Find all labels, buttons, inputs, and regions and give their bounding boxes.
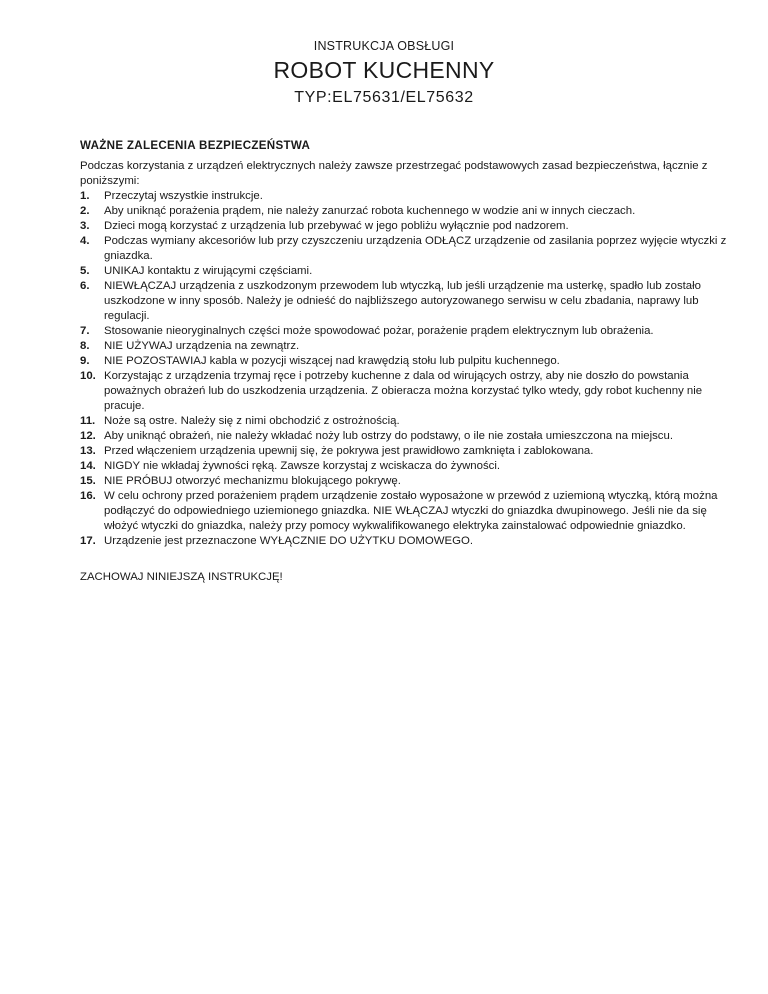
list-item xyxy=(80,414,740,429)
list-item xyxy=(80,354,740,369)
list-item-text: Stosowanie nieoryginalnych części może spowodować pożar, porażenie prądem elektrycznym lub obrażenia. xyxy=(104,325,654,337)
list-item-text: NIGDY nie wkładaj żywności ręką. Zawsze korzystaj z wciskacza do żywności. xyxy=(104,460,501,472)
list-item-text: Korzystając z urządzenia trzymaj ręce i potrzeby kuchenne z dala od wirujących ostrzy, aby nie doszło do powstania poważnych obrażeń lub do uszkodzenia urządzenia. Z obieracza można korzystać tylko wtedy, gdy robot kuchenny nie pracuje. xyxy=(104,370,703,412)
list-item-text: Podczas wymiany akcesoriów lub przy czyszczeniu urządzenia ODŁĄCZ urządzenie od zasilania poprzez wyjęcie wtyczki z gniazdka. xyxy=(104,235,727,262)
list-item xyxy=(80,264,740,279)
section-title: WAŻNE ZALECENIA BEZPIECZEŃSTWA xyxy=(80,139,311,152)
list-item-number: 13. xyxy=(80,445,96,457)
list-item-number: 2. xyxy=(80,205,90,217)
list-item-text: NIE POZOSTAWIAJ kabla w pozycji wiszącej nad krawędzią stołu lub pulpitu kuchennego. xyxy=(104,355,560,367)
list-item-number: 11. xyxy=(80,415,96,427)
list-item-number: 10. xyxy=(80,370,96,382)
list-item xyxy=(80,279,740,324)
list-item xyxy=(80,534,740,549)
closing-note: ZACHOWAJ NINIEJSZĄ INSTRUKCJĘ! xyxy=(80,571,283,583)
list-item-text: UNIKAJ kontaktu z wirującymi częściami. xyxy=(104,265,313,277)
list-item xyxy=(80,474,740,489)
list-item-number: 3. xyxy=(80,220,90,232)
list-item-number: 1. xyxy=(80,190,90,202)
safety-section xyxy=(80,138,740,585)
list-item-number: 17. xyxy=(80,535,96,547)
list-item xyxy=(80,369,740,414)
list-item-number: 15. xyxy=(80,475,96,487)
list-item-text: W celu ochrony przed porażeniem prądem urządzenie zostało wyposażone w przewód z uziemioną wtyczką, którą można podłączyć do odpowiedniego uziemionego gniazdka. NIE WŁĄCZAJ wtyczki do gniazdka dwupinowego. Jeśli nie da się włożyć wtyczki do gniazdka, należy przy pomocy wykwalifikowanego elektryka zainstalować odpowiednie gniazdko. xyxy=(104,490,718,532)
list-item-number: 12. xyxy=(80,430,96,442)
list-item-number: 4. xyxy=(80,235,90,247)
list-item-text: Dzieci mogą korzystać z urządzenia lub przebywać w jego pobliżu wyłącznie pod nadzorem. xyxy=(104,220,569,232)
safety-list xyxy=(80,189,740,549)
list-item xyxy=(80,204,740,219)
list-item xyxy=(80,459,740,474)
list-item-text: Przed włączeniem urządzenia upewnij się, że pokrywa jest prawidłowo zamknięta i zablokowana. xyxy=(104,445,594,457)
list-item-text: NIE PRÓBUJ otworzyć mechanizmu blokującego pokrywę. xyxy=(104,475,401,487)
list-item-number: 9. xyxy=(80,355,90,367)
model-type: TYP:EL75631/EL75632 xyxy=(294,89,474,106)
list-item xyxy=(80,339,740,354)
list-item-text: NIE UŻYWAJ urządzenia na zewnątrz. xyxy=(104,340,300,352)
list-item-text: Aby uniknąć obrażeń, nie należy wkładać noży lub ostrzy do podstawy, o ile nie została umieszczona na miejscu. xyxy=(104,430,673,442)
product-title: ROBOT KUCHENNY xyxy=(273,57,495,83)
list-item-number: 8. xyxy=(80,340,90,352)
list-item-number: 7. xyxy=(80,325,90,337)
list-item-text: Noże są ostre. Należy się z nimi obchodzić z ostrożnością. xyxy=(104,415,400,427)
list-item xyxy=(80,324,740,339)
list-item-text: Przeczytaj wszystkie instrukcje. xyxy=(104,190,263,202)
list-item-number: 6. xyxy=(80,280,90,292)
manual-kicker: INSTRUKCJA OBSŁUGI xyxy=(313,39,455,53)
list-item xyxy=(80,234,740,264)
section-intro: Podczas korzystania z urządzeń elektrycznych należy zawsze przestrzegać podstawowych zasad bezpieczeństwa, łącznie z poniższymi: xyxy=(80,160,708,187)
list-item xyxy=(80,189,740,204)
list-item-text: Aby uniknąć porażenia prądem, nie należy zanurzać robota kuchennego w wodzie ani w innych cieczach. xyxy=(104,205,636,217)
list-item xyxy=(80,444,740,459)
list-item-number: 16. xyxy=(80,490,96,502)
list-item-text: Urządzenie jest przeznaczone WYŁĄCZNIE DO UŻYTKU DOMOWEGO. xyxy=(104,535,474,547)
list-item xyxy=(80,489,740,534)
list-item-number: 5. xyxy=(80,265,90,277)
list-item-number: 14. xyxy=(80,460,96,472)
list-item xyxy=(80,219,740,234)
list-item xyxy=(80,429,740,444)
list-item-text: NIEWŁĄCZAJ urządzenia z uszkodzonym przewodem lub wtyczką, lub jeśli urządzenie ma usterkę, spadło lub zostało uszkodzone w inny sposób. Należy je odnieść do najbliższego autoryzowanego serwisu w celu zbadania, naprawy lub regulacji. xyxy=(104,280,702,322)
document-header xyxy=(0,38,768,108)
